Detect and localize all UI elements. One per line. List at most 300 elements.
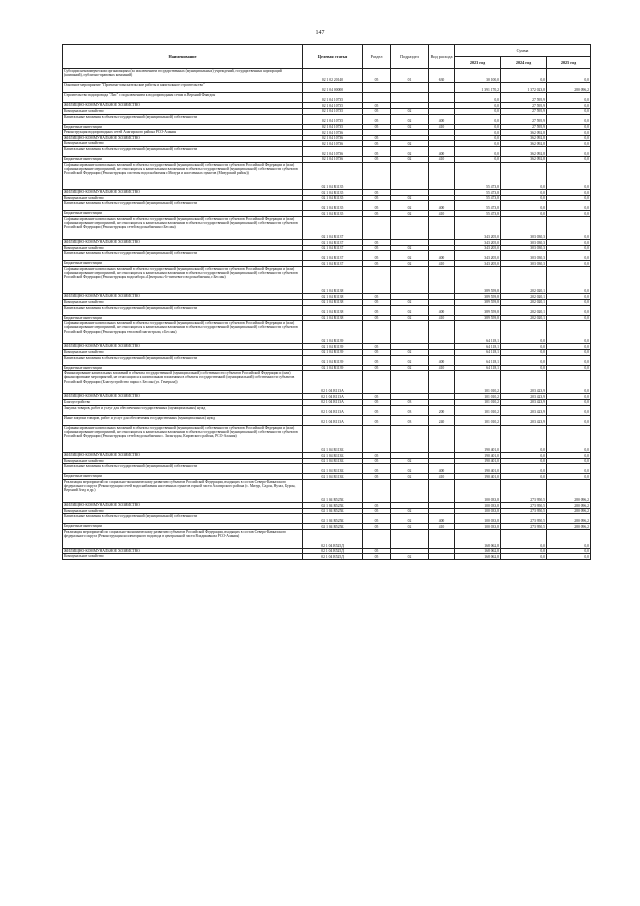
cell-2025: 0,0 <box>547 103 591 109</box>
cell-target: 02 1 04 R1137 <box>303 245 363 251</box>
cell-section: 05 <box>363 190 391 196</box>
cell-target: 02 1 04 R113A <box>303 400 363 406</box>
cell-2023: 0,0 <box>455 130 501 136</box>
cell-section: 05 <box>363 365 391 371</box>
cell-2023: 343 205,0 <box>455 216 501 239</box>
cell-2025: 0,0 <box>547 294 591 300</box>
cell-target: 02 1 04 R1137 <box>303 240 363 246</box>
cell-2023: 100 033,8 <box>455 479 501 502</box>
cell-target: 02 1 04 R1139 <box>303 350 363 356</box>
header-section: Раздел <box>363 45 391 69</box>
cell-section: 05 <box>363 103 391 109</box>
cell-subsection <box>391 321 429 344</box>
cell-target: 02 1 04 10736 <box>303 146 363 156</box>
cell-section <box>363 216 391 239</box>
cell-2025: 0,0 <box>547 400 591 406</box>
cell-2025: 280 096,2 <box>547 503 591 509</box>
cell-2023: 343 205,0 <box>455 261 501 267</box>
cell-target: 02 1 04 R1139 <box>303 344 363 350</box>
cell-2025: 0,0 <box>547 146 591 156</box>
cell-2025: 0,0 <box>547 216 591 239</box>
cell-section: 05 <box>363 294 391 300</box>
cell-target: 02 1 04 R1138 <box>303 315 363 321</box>
header-target: Целевая статья <box>303 45 363 69</box>
cell-2023: 0,0 <box>455 93 501 103</box>
cell-2023: 190 401,0 <box>455 464 501 474</box>
cell-2025: 0,0 <box>547 245 591 251</box>
cell-section <box>363 529 391 548</box>
cell-subsection <box>391 93 429 103</box>
cell-subsection: 02 <box>391 251 429 261</box>
cell-2023: 190 401,0 <box>455 425 501 453</box>
cell-section <box>363 162 391 190</box>
cell-2024: 273 950,5 <box>501 503 547 509</box>
budget-table <box>62 44 591 560</box>
cell-section: 05 <box>363 300 391 306</box>
cell-name: Бюджетные инвестиции <box>63 315 303 321</box>
cell-expense-type: 240 <box>429 415 455 425</box>
cell-2024: 203 423,9 <box>501 394 547 400</box>
cell-target: 02 1 04 R113Б <box>303 464 363 474</box>
cell-target: 02 1 04 R1137 <box>303 251 363 261</box>
cell-2025: 280 096,2 <box>547 83 591 93</box>
cell-subsection: 03 <box>391 405 429 415</box>
cell-2025: 0,0 <box>547 554 591 560</box>
cell-subsection: 02 <box>391 315 429 321</box>
cell-2023: 100 033,8 <box>455 503 501 509</box>
cell-2023: 343 205,0 <box>455 240 501 246</box>
cell-2024: 0,0 <box>501 321 547 344</box>
cell-target: 02 1 04 10735 <box>303 93 363 103</box>
cell-2023: 389 559,8 <box>455 305 501 315</box>
cell-2025: 0,0 <box>547 350 591 356</box>
cell-section: 05 <box>363 195 391 201</box>
cell-target: 02 1 04 R525Б <box>303 524 363 530</box>
cell-expense-type <box>429 529 455 548</box>
cell-section: 05 <box>363 503 391 509</box>
cell-name: Бюджетные инвестиции <box>63 261 303 267</box>
cell-subsection: 02 <box>391 141 429 147</box>
cell-section: 05 <box>363 156 391 162</box>
table-row <box>63 554 591 560</box>
cell-2023: 64 118,1 <box>455 344 501 350</box>
cell-target: 02 1 04 10735 <box>303 114 363 124</box>
cell-section: 05 <box>363 458 391 464</box>
cell-name: Благоустройство <box>63 400 303 406</box>
cell-target: 02 1 04 R113Б <box>303 453 363 459</box>
cell-section: 05 <box>363 394 391 400</box>
cell-2025: 0,0 <box>547 355 591 365</box>
cell-2025: 0,0 <box>547 108 591 114</box>
cell-expense-type: 410 <box>429 474 455 480</box>
cell-target: 02 1 04 10735 <box>303 124 363 130</box>
cell-2025: 0,0 <box>547 548 591 554</box>
cell-expense-type <box>429 321 455 344</box>
cell-subsection: 02 <box>391 524 429 530</box>
cell-subsection: 02 <box>391 474 429 480</box>
cell-2025: 280 096,2 <box>547 508 591 514</box>
cell-name: Софинансирование капитальных вложений в объекты государственной (муниципальной) собственности субъектов Российской Федерации и (или) софинансирование мероприятий, не относящихся к капитальным вложениям в объекты государственной (муниципальной) собственности субъектов Российской Федерации (Реконструкция водозабора «Централь»-Ir-питьевого водоснабжения, г.Беслан) <box>63 266 303 294</box>
cell-2025: 0,0 <box>547 315 591 321</box>
cell-2024: 0,0 <box>501 190 547 196</box>
table-row <box>63 529 591 548</box>
cell-2023: 0,0 <box>455 156 501 162</box>
cell-target: 02 1 04 R525Д <box>303 529 363 548</box>
cell-2023: 0,0 <box>455 146 501 156</box>
cell-subsection: 02 <box>391 514 429 524</box>
table-row <box>63 201 591 211</box>
cell-name: Коммунальное хозяйство <box>63 350 303 356</box>
cell-section <box>363 371 391 394</box>
cell-target: 02 1 04 10736 <box>303 135 363 141</box>
cell-2025: 0,0 <box>547 195 591 201</box>
table-row <box>63 405 591 415</box>
cell-target: 02 1 04 R113A <box>303 394 363 400</box>
cell-target: 02 1 04 R113A <box>303 405 363 415</box>
cell-expense-type: 410 <box>429 261 455 267</box>
cell-2023: 64 118,1 <box>455 365 501 371</box>
cell-2024: 203 423,9 <box>501 415 547 425</box>
table-row <box>63 371 591 394</box>
cell-name: Бюджетные инвестиции <box>63 365 303 371</box>
cell-name: Основное мероприятие "Проектно-изыскательские работы и капитальное строительство" <box>63 83 303 93</box>
cell-subsection: 02 <box>391 554 429 560</box>
cell-name: Закупка товаров, работ и услуг для обеспечения государственных (муниципальных) нужд <box>63 405 303 415</box>
cell-target: 02 1 04 R1137 <box>303 216 363 239</box>
cell-section: 05 <box>363 141 391 147</box>
cell-2024: 362 092,8 <box>501 135 547 141</box>
cell-name: Бюджетные инвестиции <box>63 156 303 162</box>
cell-2025: 0,0 <box>547 156 591 162</box>
cell-expense-type <box>429 93 455 103</box>
cell-2023: 343 205,0 <box>455 251 501 261</box>
cell-name: Бюджетные инвестиции <box>63 474 303 480</box>
cell-name: Капитальные вложения в объекты государственной (муниципальной) собственности <box>63 201 303 211</box>
cell-name: Капитальные вложения в объекты государственной (муниципальной) собственности <box>63 251 303 261</box>
cell-subsection <box>391 425 429 453</box>
cell-2025: 0,0 <box>547 135 591 141</box>
cell-subsection <box>391 162 429 190</box>
cell-target: 02 1 04 R113Б <box>303 458 363 464</box>
cell-expense-type: 400 <box>429 514 455 524</box>
cell-2023: 190 401,0 <box>455 474 501 480</box>
cell-name: ЖИЛИЩНО-КОММУНАЛЬНОЕ ХОЗЯЙСТВО <box>63 135 303 141</box>
cell-subsection: 02 <box>391 114 429 124</box>
cell-2024: 0,0 <box>501 425 547 453</box>
cell-target: 02 1 04 R1135 <box>303 162 363 190</box>
cell-2025: 280 096,2 <box>547 514 591 524</box>
cell-2023: 101 010,2 <box>455 415 501 425</box>
cell-2023: 101 010,2 <box>455 371 501 394</box>
table-row <box>63 69 591 83</box>
cell-2024: 0,0 <box>501 529 547 548</box>
cell-section: 05 <box>363 201 391 211</box>
cell-target: 02 1 04 R525Д <box>303 554 363 560</box>
cell-2024: 0,0 <box>501 548 547 554</box>
cell-name: Софинансирование капитальных вложений в объекты государственной (муниципальной) собственности субъектов Российской Федерации и (или) софинансирование мероприятий, не относящихся к капитальным вложениям в объекты государственной (муниципальной) собственности субъектов Российской Федерации (Реконструкция системы водоснабжения г.Мизура и населенных пунктов (Мизурский район)) <box>63 162 303 190</box>
cell-2024: 27 595,9 <box>501 93 547 103</box>
cell-expense-type <box>429 554 455 560</box>
table-row <box>63 305 591 315</box>
cell-2023: 100 033,8 <box>455 524 501 530</box>
cell-2024: 0,0 <box>501 350 547 356</box>
cell-subsection: 02 <box>391 350 429 356</box>
cell-2025: 0,0 <box>547 130 591 136</box>
cell-name: Субсидии некоммерческим организациям (за исключением государственных (муниципальных) учреждений, государственных корпораций (компаний), публично-правовых компаний) <box>63 69 303 83</box>
cell-section: 05 <box>363 355 391 365</box>
cell-target: 02 1 04 10736 <box>303 156 363 162</box>
cell-2023: 100 033,8 <box>455 508 501 514</box>
cell-2025: 0,0 <box>547 141 591 147</box>
cell-section: 05 <box>363 108 391 114</box>
cell-section: 05 <box>363 453 391 459</box>
cell-section: 05 <box>363 251 391 261</box>
cell-name: Бюджетные инвестиции <box>63 124 303 130</box>
cell-subsection: 02 <box>391 464 429 474</box>
cell-2023: 55 473,8 <box>455 211 501 217</box>
cell-2025: 0,0 <box>547 124 591 130</box>
cell-2023: 55 473,8 <box>455 195 501 201</box>
cell-subsection: 02 <box>391 124 429 130</box>
cell-section: 05 <box>363 405 391 415</box>
cell-target: 02 1 04 R113A <box>303 371 363 394</box>
cell-expense-type <box>429 216 455 239</box>
table-row <box>63 266 591 294</box>
table-row <box>63 93 591 103</box>
cell-subsection <box>391 529 429 548</box>
cell-2023: 55 473,8 <box>455 190 501 196</box>
cell-name: Коммунальное хозяйство <box>63 508 303 514</box>
cell-2025: 0,0 <box>547 261 591 267</box>
table-row <box>63 162 591 190</box>
cell-name: ЖИЛИЩНО-КОММУНАЛЬНОЕ ХОЗЯЙСТВО <box>63 394 303 400</box>
cell-section <box>363 93 391 103</box>
cell-subsection <box>391 83 429 93</box>
table-row <box>63 464 591 474</box>
cell-expense-type: 400 <box>429 114 455 124</box>
cell-name: Бюджетные инвестиции <box>63 211 303 217</box>
cell-section <box>363 479 391 502</box>
cell-target: 02 1 04 10736 <box>303 141 363 147</box>
cell-2023: 389 559,8 <box>455 300 501 306</box>
cell-2023: 0,0 <box>455 141 501 147</box>
cell-name: Коммунальное хозяйство <box>63 554 303 560</box>
cell-2023: 101 010,2 <box>455 405 501 415</box>
cell-section: 05 <box>363 245 391 251</box>
cell-target: 02 1 04 R1138 <box>303 300 363 306</box>
cell-name: Коммунальное хозяйство <box>63 108 303 114</box>
table-row <box>63 415 591 425</box>
cell-section: 05 <box>363 350 391 356</box>
cell-name: Реализация мероприятий по социально-экономическому развитию субъектов Российской Федерации, входящих в состав Северо-Кавказского федерального округа (Реконструкция сетей водоснабжения населенных пунктов горной части Алагирского района (с. Мизур, Садон, Нузал, Бурон, Верхний Згид и др.) <box>63 479 303 502</box>
cell-name: Реализация мероприятий по социально-экономическому развитию субъектов Российской Федерации, входящих в состав Северо-Кавказского федерального округа (Реконструкция коллекторного водовода в центральной части Владикавказа РСО-Алания) <box>63 529 303 548</box>
cell-section: 05 <box>363 474 391 480</box>
cell-2025: 0,0 <box>547 405 591 415</box>
cell-name: Капитальные вложения в объекты государственной (муниципальной) собственности <box>63 464 303 474</box>
table-row <box>63 251 591 261</box>
cell-subsection <box>391 266 429 294</box>
cell-name: Софинансирование капитальных вложений в объекты государственной (муниципальной) собственности субъектов Российской Федерации и (или) софинансирование мероприятий, не относящихся к капитальным вложениям в объекты государственной (муниципальной) собственности субъектов Российской Федерации (Реконструкция сетей водоснабжения с. Зильгидон, Кировского района, РСО-Алания) <box>63 425 303 453</box>
cell-expense-type: 400 <box>429 464 455 474</box>
cell-expense-type <box>429 83 455 93</box>
header-2025: 2025 год <box>547 57 591 69</box>
cell-2023: 0,0 <box>455 108 501 114</box>
cell-section: 05 <box>363 211 391 217</box>
cell-2025: 0,0 <box>547 114 591 124</box>
cell-subsection: 03 <box>391 415 429 425</box>
cell-section: 05 <box>363 524 391 530</box>
cell-expense-type: 400 <box>429 146 455 156</box>
cell-2024: 0,0 <box>501 162 547 190</box>
cell-subsection: 02 <box>391 211 429 217</box>
header-name: Наименование <box>63 45 303 69</box>
cell-2025: 0,0 <box>547 201 591 211</box>
cell-2023: 389 559,8 <box>455 266 501 294</box>
table-row <box>63 479 591 502</box>
table-row <box>63 216 591 239</box>
cell-expense-type: 400 <box>429 305 455 315</box>
cell-2023: 190 401,0 <box>455 458 501 464</box>
cell-target: 02 1 04 10736 <box>303 130 363 136</box>
cell-subsection: 02 <box>391 201 429 211</box>
header-2023: 2023 год <box>455 57 501 69</box>
cell-subsection: 02 <box>391 108 429 114</box>
cell-subsection <box>391 479 429 502</box>
cell-2023: 100 033,8 <box>455 514 501 524</box>
cell-target: 02 1 02 20140 <box>303 69 363 83</box>
cell-2024: 202 020,1 <box>501 294 547 300</box>
cell-2024: 0,0 <box>501 195 547 201</box>
cell-2025: 0,0 <box>547 371 591 394</box>
cell-section <box>363 321 391 344</box>
table-row <box>63 425 591 453</box>
cell-subsection: 02 <box>391 245 429 251</box>
cell-2024: 273 950,5 <box>501 508 547 514</box>
cell-target: 02 1 04 10735 <box>303 103 363 109</box>
cell-2024: 273 950,5 <box>501 479 547 502</box>
cell-target: 02 1 04 R1138 <box>303 305 363 315</box>
cell-2025: 0,0 <box>547 529 591 548</box>
cell-section: 05 <box>363 464 391 474</box>
cell-name: Бюджетные инвестиции <box>63 524 303 530</box>
cell-subsection: 01 <box>391 69 429 83</box>
cell-2024: 0,0 <box>501 464 547 474</box>
cell-expense-type: 410 <box>429 124 455 130</box>
cell-2023: 55 473,8 <box>455 162 501 190</box>
cell-2023: 64 118,1 <box>455 350 501 356</box>
table-row <box>63 146 591 156</box>
cell-2024: 303 030,3 <box>501 216 547 239</box>
cell-target: 02 1 04 10735 <box>303 108 363 114</box>
cell-target: 02 1 04 R113A <box>303 415 363 425</box>
cell-2024: 202 020,1 <box>501 315 547 321</box>
cell-2025: 0,0 <box>547 266 591 294</box>
cell-section: 05 <box>363 146 391 156</box>
cell-section: 05 <box>363 240 391 246</box>
cell-2024: 303 030,3 <box>501 261 547 267</box>
page-number: 147 <box>315 30 325 36</box>
cell-subsection: 02 <box>391 458 429 464</box>
cell-2024: 0,0 <box>501 201 547 211</box>
cell-2024: 0,0 <box>501 211 547 217</box>
cell-expense-type <box>429 162 455 190</box>
cell-name: ЖИЛИЩНО-КОММУНАЛЬНОЕ ХОЗЯЙСТВО <box>63 240 303 246</box>
cell-2025: 280 096,2 <box>547 524 591 530</box>
cell-2024: 303 030,3 <box>501 245 547 251</box>
cell-2025: 0,0 <box>547 211 591 217</box>
cell-2024: 27 595,9 <box>501 124 547 130</box>
cell-section: 05 <box>363 554 391 560</box>
cell-2024: 203 423,9 <box>501 400 547 406</box>
cell-name: Капитальные вложения в объекты государственной (муниципальной) собственности <box>63 146 303 156</box>
cell-target: 02 1 04 R1139 <box>303 355 363 365</box>
cell-2024: 362 092,8 <box>501 141 547 147</box>
cell-target: 02 1 04 R113Б <box>303 425 363 453</box>
cell-2024: 0,0 <box>501 458 547 464</box>
cell-2025: 0,0 <box>547 458 591 464</box>
cell-2024: 202 020,1 <box>501 300 547 306</box>
cell-target: 02 1 04 R525Б <box>303 514 363 524</box>
cell-section: 05 <box>363 548 391 554</box>
cell-2024: 273 950,5 <box>501 524 547 530</box>
cell-2023: 168 062,8 <box>455 548 501 554</box>
cell-2024: 362 092,8 <box>501 156 547 162</box>
cell-2023: 64 118,1 <box>455 355 501 365</box>
cell-2024: 203 423,9 <box>501 405 547 415</box>
cell-target: 02 1 04 R113Б <box>303 474 363 480</box>
cell-section: 05 <box>363 508 391 514</box>
cell-2023: 55 473,8 <box>455 201 501 211</box>
cell-target: 02 1 04 R525Б <box>303 479 363 502</box>
cell-2023: 190 401,0 <box>455 453 501 459</box>
cell-subsection: 02 <box>391 146 429 156</box>
cell-expense-type <box>429 425 455 453</box>
table-row <box>63 83 591 93</box>
cell-2024: 362 092,8 <box>501 146 547 156</box>
cell-2023: 0,0 <box>455 114 501 124</box>
cell-2024: 203 423,9 <box>501 371 547 394</box>
cell-2025: 0,0 <box>547 474 591 480</box>
table-row <box>63 321 591 344</box>
cell-name: Софинансирование капитальных вложений в объекты государственной (муниципальной) собственности субъектов Российской Федерации и (или) софинансирование мероприятий, не относящихся к капитальным вложениям в объекты государственной (муниципальной) собственности субъектов Российской Федерации (Реконструкция сетей водоснабжения г.Беслан) <box>63 216 303 239</box>
cell-section: 05 <box>363 415 391 425</box>
cell-2023: 389 559,8 <box>455 315 501 321</box>
cell-subsection: 02 <box>391 305 429 315</box>
cell-section: 05 <box>363 69 391 83</box>
cell-2025: 0,0 <box>547 464 591 474</box>
cell-2024: 0,0 <box>501 554 547 560</box>
cell-2023: 0,0 <box>455 103 501 109</box>
cell-target: 02 1 04 R1135 <box>303 195 363 201</box>
cell-name: Капитальные вложения в объекты государственной (муниципальной) собственности <box>63 355 303 365</box>
header-2024: 2024 год <box>501 57 547 69</box>
header-subsection: Подраздел <box>391 45 429 69</box>
cell-2025: 0,0 <box>547 321 591 344</box>
cell-subsection: 02 <box>391 300 429 306</box>
cell-name: Коммунальное хозяйство <box>63 245 303 251</box>
cell-2023: 343 205,0 <box>455 245 501 251</box>
cell-2024: 303 030,3 <box>501 240 547 246</box>
cell-name: Реконструкция водопроводных сетей Алагирского района РСО-Алания <box>63 130 303 136</box>
cell-expense-type: 410 <box>429 156 455 162</box>
cell-2025: 0,0 <box>547 93 591 103</box>
cell-expense-type: 410 <box>429 524 455 530</box>
cell-target: 02 1 04 R1138 <box>303 294 363 300</box>
cell-2025: 0,0 <box>547 300 591 306</box>
cell-2023: 30 100,0 <box>455 69 501 83</box>
cell-2025: 0,0 <box>547 344 591 350</box>
header-sum: Сумма <box>455 45 591 57</box>
